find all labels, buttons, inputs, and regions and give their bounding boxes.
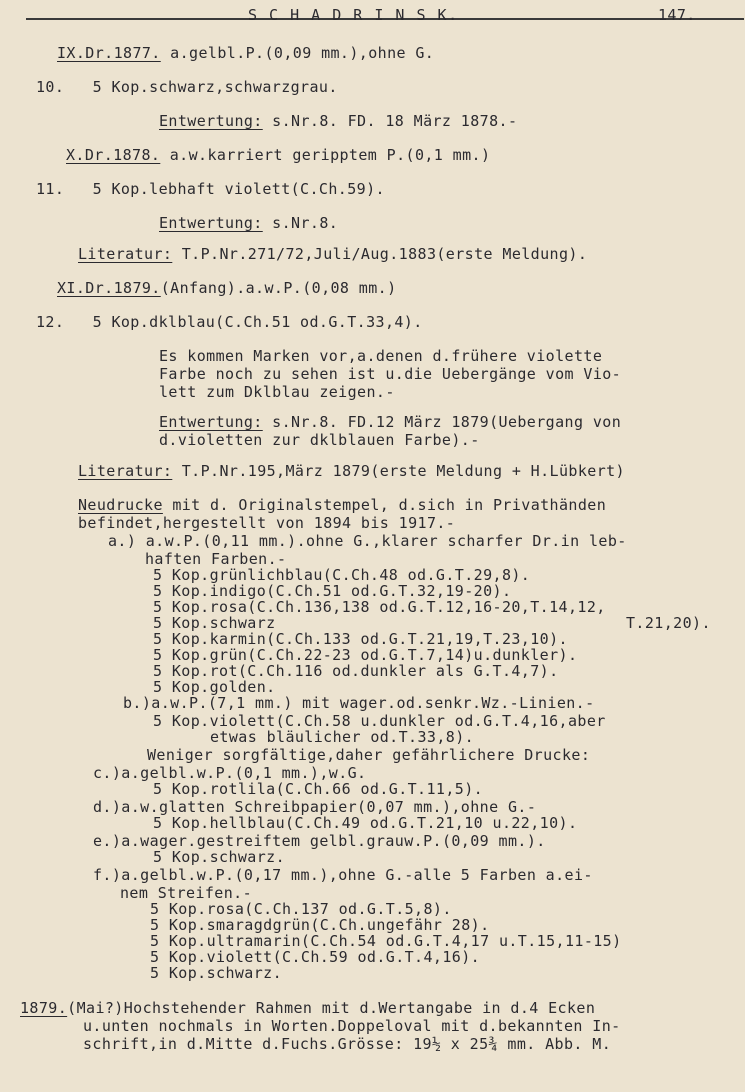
- text-line: 5 Kop.smaragdgrün(C.Ch.ungefähr 28).: [150, 916, 490, 934]
- text-line: d.violetten zur dklblauen Farbe).-: [159, 431, 480, 449]
- text-line: schrift,in d.Mitte d.Fuchs.Grösse: 19½ x 25¾ mm. Abb. M.: [83, 1035, 612, 1053]
- text-line: 5 Kop.violett(C.Ch.59 od.G.T.4,16).: [150, 948, 481, 966]
- text-line: 5 Kop.golden.: [153, 678, 276, 696]
- text-line: 11. 5 Kop.lebhaft violett(C.Ch.59).: [36, 180, 385, 198]
- text-line: T.21,20).: [626, 614, 711, 632]
- text-line: 5 Kop.indigo(C.Ch.51 od.G.T.32,19-20).: [153, 582, 512, 600]
- text-line: Weniger sorgfältige,daher gefährlichere Drucke:: [147, 746, 591, 764]
- text-line: e.)a.wager.gestreiftem gelbl.grauw.P.(0,09 mm.).: [93, 832, 546, 850]
- text-line: Literatur: T.P.Nr.271/72,Juli/Aug.1883(erste Meldung).: [78, 245, 588, 263]
- text-line: 5 Kop.schwarz.: [150, 964, 283, 982]
- underlined-heading: Neudrucke: [78, 496, 163, 514]
- underlined-heading: Literatur:: [78, 462, 173, 480]
- underlined-heading: XI.Dr.1879.: [57, 279, 161, 297]
- text-line: Literatur: T.P.Nr.195,März 1879(erste Meldung + H.Lübkert): [78, 462, 625, 480]
- text-line: X.Dr.1878. a.w.karriert geripptem P.(0,1 mm.): [66, 146, 491, 164]
- text-line: Entwertung: s.Nr.8. FD.12 März 1879(Uebergang von: [159, 413, 622, 431]
- text-line: 5 Kop.rosa(C.Ch.136,138 od.G.T.12,16-20,T.14,12,: [153, 598, 606, 616]
- text-line: Farbe noch zu sehen ist u.die Uebergänge vom Vio-: [159, 365, 622, 383]
- text-line: Neudrucke mit d. Originalstempel, d.sich in Privathänden: [78, 496, 607, 514]
- text-line: haften Farben.-: [145, 550, 287, 568]
- underlined-heading: Entwertung:: [159, 112, 263, 130]
- text-line: 5 Kop.hellblau(C.Ch.49 od.G.T.21,10 u.22,10).: [153, 814, 578, 832]
- underlined-heading: 1879.: [20, 999, 68, 1017]
- underlined-heading: IX.Dr.1877.: [57, 44, 161, 62]
- text-line: u.unten nochmals in Worten.Doppeloval mit d.bekannten In-: [83, 1017, 621, 1035]
- text-line: befindet,hergestellt von 1894 bis 1917.-: [78, 514, 456, 532]
- text-line: 12. 5 Kop.dklblau(C.Ch.51 od.G.T.33,4).: [36, 313, 423, 331]
- underlined-heading: X.Dr.1878.: [66, 146, 161, 164]
- text-line: Entwertung: s.Nr.8. FD. 18 März 1878.-: [159, 112, 518, 130]
- text-line: 5 Kop.rotlila(C.Ch.66 od.G.T.11,5).: [153, 780, 484, 798]
- text-line: etwas bläulicher od.T.33,8).: [210, 728, 475, 746]
- text-line: 10. 5 Kop.schwarz,schwarzgrau.: [36, 78, 338, 96]
- text-line: c.)a.gelbl.w.P.(0,1 mm.),w.G.: [93, 764, 367, 782]
- text-line: 5 Kop.violett(C.Ch.58 u.dunkler od.G.T.4,16,aber: [153, 712, 606, 730]
- text-line: XI.Dr.1879.(Anfang).a.w.P.(0,08 mm.): [57, 279, 397, 297]
- text-line: Es kommen Marken vor,a.denen d.frühere violette: [159, 347, 603, 365]
- page-header-title: S C H A D R I N S K.: [248, 6, 459, 24]
- text-line: 5 Kop.schwarz: [153, 614, 276, 632]
- text-line: 5 Kop.ultramarin(C.Ch.54 od.G.T.4,17 u.T.15,11-15): [150, 932, 622, 950]
- underlined-heading: Entwertung:: [159, 214, 263, 232]
- text-line: b.)a.w.P.(7,1 mm.) mit wager.od.senkr.Wz.-Linien.-: [123, 694, 595, 712]
- text-line: a.) a.w.P.(0,11 mm.).ohne G.,klarer scharfer Dr.in leb-: [108, 532, 627, 550]
- text-line: 5 Kop.karmin(C.Ch.133 od.G.T.21,19,T.23,10).: [153, 630, 568, 648]
- text-line: 5 Kop.schwarz.: [153, 848, 286, 866]
- text-line: nem Streifen.-: [120, 884, 253, 902]
- text-line: 1879.(Mai?)Hochstehender Rahmen mit d.Wertangabe in d.4 Ecken: [20, 999, 596, 1017]
- text-line: Entwertung: s.Nr.8.: [159, 214, 339, 232]
- underlined-heading: Literatur:: [78, 245, 173, 263]
- text-line: IX.Dr.1877. a.gelbl.P.(0,09 mm.),ohne G.: [57, 44, 435, 62]
- underlined-heading: Entwertung:: [159, 413, 263, 431]
- text-line: f.)a.gelbl.w.P.(0,17 mm.),ohne G.-alle 5 Farben a.ei-: [93, 866, 593, 884]
- text-line: lett zum Dklblau zeigen.-: [159, 383, 395, 401]
- text-line: 5 Kop.rot(C.Ch.116 od.dunkler als G.T.4,7).: [153, 662, 559, 680]
- text-line: 5 Kop.grünlichblau(C.Ch.48 od.G.T.29,8).: [153, 566, 531, 584]
- text-line: d.)a.w.glatten Schreibpapier(0,07 mm.),ohne G.-: [93, 798, 537, 816]
- text-line: 5 Kop.grün(C.Ch.22-23 od.G.T.7,14)u.dunkler).: [153, 646, 578, 664]
- text-line: 5 Kop.rosa(C.Ch.137 od.G.T.5,8).: [150, 900, 452, 918]
- page-number: 147.: [658, 6, 696, 24]
